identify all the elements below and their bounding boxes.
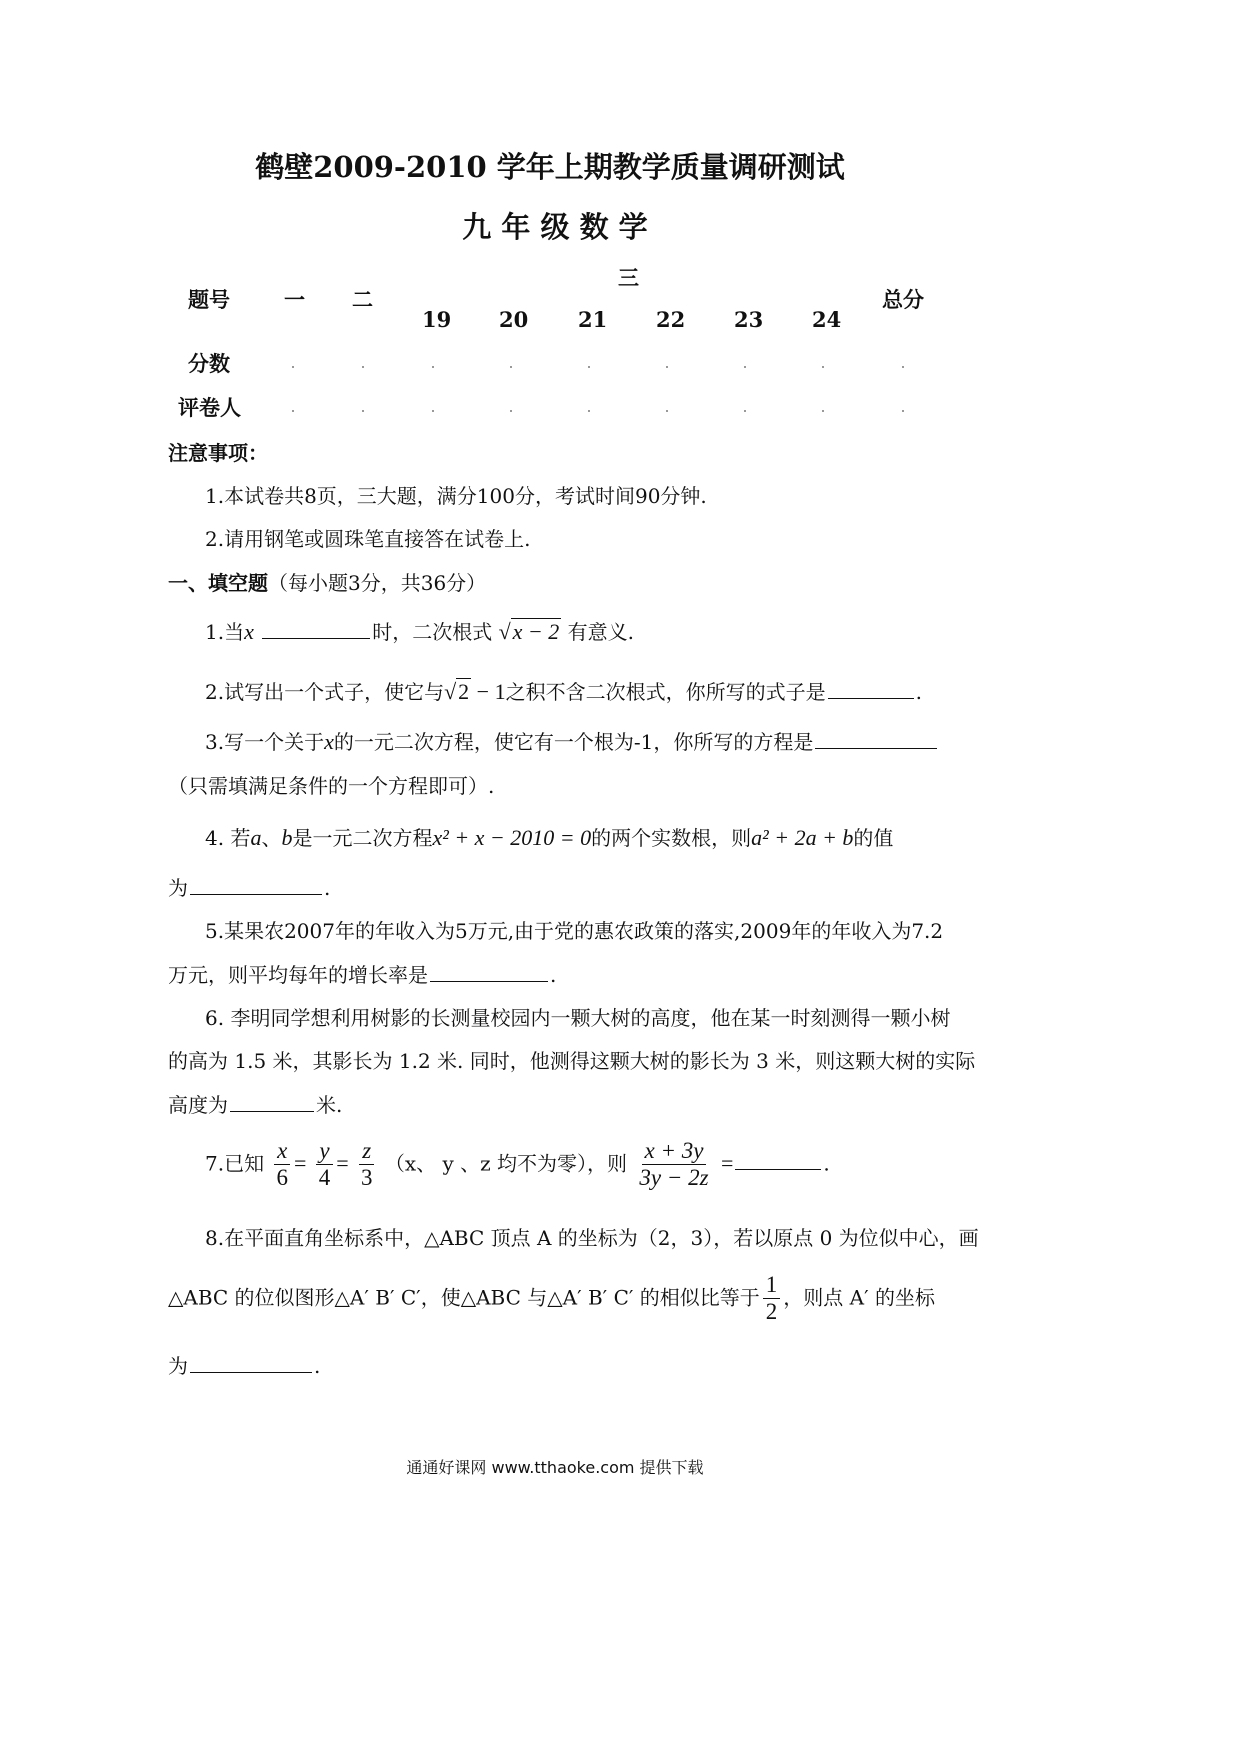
col-tihao: 题号 — [188, 287, 230, 312]
answer-blank[interactable] — [430, 961, 548, 982]
answer-blank[interactable] — [828, 678, 914, 699]
page-title: 鹤壁2009-2010 学年上期教学质量调研测试 — [255, 150, 845, 184]
sqrt-expression: √x − 2 — [498, 619, 560, 644]
col-san: 三 — [618, 265, 639, 290]
answer-blank[interactable] — [735, 1149, 821, 1170]
fraction: $\frac{x}{6}$ — [273, 1138, 291, 1192]
question-3-line2: （只需填满足条件的一个方程即可）. — [168, 774, 495, 798]
col-zongfen: 总分 — [882, 287, 924, 312]
question-4-line2: 为 . — [168, 876, 331, 900]
row-fenshu: 分数 — [188, 351, 230, 376]
answer-blank[interactable] — [190, 874, 322, 895]
notice-heading: 注意事项： — [168, 441, 268, 465]
fraction: $\frac{x + 3y}{3y - 2z}$ — [639, 1138, 709, 1191]
answer-blank[interactable] — [262, 618, 370, 639]
section-1-title: 一、填空题 — [168, 571, 268, 595]
question-7: 7.已知 $\frac{x}{6}$ = $\frac{y}{4}$ = $\frac{z}{3}$ （x、 y 、z 均不为零），则 $\frac{x + 3y}{3y - 2z}$ = . — [205, 1138, 830, 1191]
question-4: 4. 若a、b是一元二次方程x² + x − 2010 = 0的两个实数根，则a² + 2a + b的值 — [205, 825, 894, 850]
fraction: $\frac{y}{4}$ — [316, 1138, 334, 1192]
question-2: 2.试写出一个式子，使它与√2 − 1之积不含二次根式，你所写的式子是 . — [205, 679, 922, 704]
question-8-line2: △ABC 的位似图形△A′ B′ C′，使△ABC 与△A′ B′ C′ 的相似比等于 $\frac{1}{2}$ ，则点 A′ 的坐标 — [168, 1272, 935, 1325]
col-yi: 一 — [284, 287, 305, 312]
col-19: 19 — [422, 307, 452, 332]
notice-item-1: 1.本试卷共8页，三大题，满分100分，考试时间90分钟. — [205, 484, 707, 508]
question-3: 3.写一个关于x的一元二次方程，使它有一个根为-1，你所写的方程是 — [205, 726, 939, 755]
question-1: 1.当x 时，二次根式 √x − 2 有意义. — [205, 619, 634, 644]
col-20: 20 — [499, 307, 529, 332]
footer-text: 通通好课网 www.tthaoke.com 提供下载 — [406, 1458, 704, 1477]
fraction: $\frac{1}{2}$ — [763, 1272, 781, 1326]
section-1-heading — [168, 567, 486, 596]
answer-blank[interactable] — [190, 1352, 312, 1373]
sqrt-expression: √2 — [444, 679, 470, 704]
col-er: 二 — [352, 287, 373, 312]
question-5: 5.某果农2007年的年收入为5万元,由于党的惠农政策的落实,2009年的年收入为7.2 — [205, 919, 944, 943]
page-subtitle: 九 年 级 数 学 — [462, 210, 648, 244]
notice-item-2: 2.请用钢笔或圆珠笔直接答在试卷上. — [205, 527, 531, 551]
col-22: 22 — [656, 307, 686, 332]
question-8: 8.在平面直角坐标系中，△ABC 顶点 A 的坐标为（2，3），若以原点 0 为位似中心，画 — [205, 1226, 979, 1250]
row-pingjuanren: 评卷人 — [178, 395, 241, 420]
section-1-note: （每小题3分，共36分） — [268, 571, 487, 595]
col-21: 21 — [578, 307, 608, 332]
answer-blank[interactable] — [815, 728, 937, 749]
answer-blank[interactable] — [230, 1091, 314, 1112]
question-6-line3: 高度为 米. — [168, 1093, 343, 1117]
fraction: $\frac{z}{3}$ — [361, 1138, 373, 1191]
question-6-line2: 的高为 1.5 米，其影长为 1.2 米. 同时，他测得这颗大树的影长为 3 米，则这颗大树的实际 — [168, 1049, 976, 1073]
col-24: 24 — [812, 307, 842, 332]
question-8-line3: 为 . — [168, 1354, 321, 1378]
col-23: 23 — [734, 307, 764, 332]
question-5-line2: 万元，则平均每年的增长率是 . — [168, 963, 557, 987]
question-6: 6. 李明同学想利用树影的长测量校园内一颗大树的高度，他在某一时刻测得一颗小树 — [205, 1006, 951, 1030]
